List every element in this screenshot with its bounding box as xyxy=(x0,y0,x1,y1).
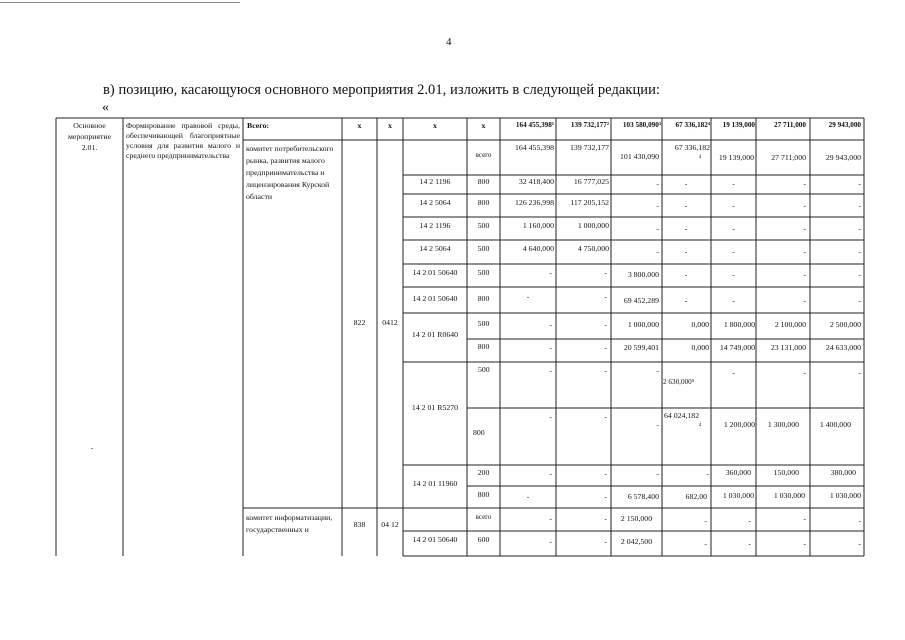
row4-v6: - xyxy=(803,247,806,256)
row3-v4: - xyxy=(684,224,688,233)
row7-v4: 0,000 xyxy=(691,320,709,329)
row3-v3: - xyxy=(656,224,659,233)
row4-csr: 14 2 5064 xyxy=(419,244,451,253)
row5-v7: - xyxy=(858,270,861,279)
row14-v5: - xyxy=(748,539,751,548)
row11-v2: - xyxy=(604,469,607,478)
section-heading: в) позицию, касающуюся основного мероприятия 2.01, изложить в следующей редакции: xyxy=(103,82,660,98)
row8-v5: 14 749,000 xyxy=(719,343,755,352)
row0-v3: 101 430,090 xyxy=(620,152,659,161)
row8-v3: 20 599,401 xyxy=(623,343,659,352)
row10-v4: 64 024,182 xyxy=(664,411,700,420)
row7-vr: 500 xyxy=(477,319,490,328)
total-v1: 164 455,398¹ xyxy=(515,121,554,129)
row6-v5: - xyxy=(732,296,735,305)
row11-v1: - xyxy=(549,469,552,478)
row11-v7: 380,000 xyxy=(830,468,856,477)
row12-v2: - xyxy=(604,492,607,501)
row14-csr: 14 2 01 50640 xyxy=(412,535,458,544)
row4-vr: 500 xyxy=(477,244,490,253)
row7-v5: 1 800,000 xyxy=(723,320,755,329)
total-v7: 29 943,000 xyxy=(828,121,861,129)
row7-v2: - xyxy=(604,320,607,329)
row6-v4: - xyxy=(684,296,688,305)
row11-csr: 14 2 01 11960 xyxy=(412,479,458,488)
row7-csr: 14 2 01 R0640 xyxy=(411,330,459,339)
row7-v1: - xyxy=(549,320,552,329)
row9-v7: - xyxy=(858,368,861,377)
row2-v2: 117 205,152 xyxy=(570,198,609,207)
total-x3: х xyxy=(433,121,437,130)
row0-v1: 164 455,398 xyxy=(515,143,554,152)
col2-description: Формирование правовой среды, обеспечивающей благоприятные условия для развития малого и среднего предпринимательства xyxy=(126,121,240,160)
row4-v1: 4 640,000 xyxy=(522,244,554,253)
row3-v7: - xyxy=(858,224,861,233)
row14-vr: 600 xyxy=(477,535,490,544)
row3-vr: 500 xyxy=(477,221,490,230)
row2-v1: 126 236,998 xyxy=(515,198,554,207)
row14-v2: - xyxy=(604,537,607,546)
row2-v6: - xyxy=(803,201,806,210)
opening-quote: « xyxy=(102,100,109,115)
row10-v2: - xyxy=(604,412,607,421)
row2-csr: 14 2 5064 xyxy=(419,198,451,207)
executor2-rzpr: 04 12 xyxy=(381,520,399,529)
row1-v7: - xyxy=(858,179,861,188)
row8-v1: - xyxy=(549,343,552,352)
executor1-rzpr: 0412 xyxy=(382,318,398,327)
row1-v4: - xyxy=(684,179,688,188)
row12-v3: 6 578,400 xyxy=(627,492,659,501)
row9-vr: 500 xyxy=(478,365,490,374)
row1-v3: - xyxy=(656,179,659,188)
row0-v2: 139 732,177 xyxy=(570,143,609,152)
page-number: 4 xyxy=(446,36,452,48)
row11-v5: 360,000 xyxy=(725,468,751,477)
col1-line1: Основное xyxy=(73,121,106,130)
row5-v6: - xyxy=(803,270,806,279)
row2-v3: - xyxy=(656,201,659,210)
row4-v2: 4 750,000 xyxy=(577,244,609,253)
col1-line3: 2.01. xyxy=(81,143,98,152)
row13-vr: всего xyxy=(475,513,492,521)
row2-v4: - xyxy=(684,201,688,210)
row14-v1: - xyxy=(549,537,552,546)
row5-csr: 14 2 01 50640 xyxy=(412,268,458,277)
row12-v6: 1 030,000 xyxy=(773,491,805,500)
row9-v2: - xyxy=(604,366,607,375)
row4-v4: - xyxy=(684,247,688,256)
row7-v7: 2 500,000 xyxy=(829,320,861,329)
total-label: Всего: xyxy=(247,121,270,130)
row2-v7: - xyxy=(858,201,861,210)
row9-v1: - xyxy=(549,366,552,375)
row11-v6: 150,000 xyxy=(773,468,799,477)
row8-v7: 24 633,000 xyxy=(825,343,861,352)
row6-v3: 69 452,289 xyxy=(623,296,659,305)
total-v4: 67 336,182⁴ xyxy=(675,121,710,129)
row14-v3: 2 042,500 xyxy=(620,537,653,546)
row1-vr: 800 xyxy=(477,177,490,186)
row13-v5: - xyxy=(748,516,751,525)
row10-v3: - xyxy=(656,420,659,429)
row14-v4: - xyxy=(704,539,707,548)
row6-v2: - xyxy=(604,292,607,301)
total-x4: х xyxy=(481,121,486,130)
total-v5: 19 139,000 xyxy=(722,121,755,129)
row8-v4: 0,000 xyxy=(691,343,709,352)
row14-v7: - xyxy=(858,539,861,548)
row4-v7: - xyxy=(858,247,861,256)
row0-vr: всего xyxy=(475,151,492,159)
row13-v3: 2 150,000 xyxy=(620,514,653,523)
row5-v3: 3 800,000 xyxy=(627,270,659,279)
row10-v1: - xyxy=(549,412,552,421)
row9-v4: 2 630,000⁵ xyxy=(663,378,695,386)
row13-v7: - xyxy=(858,516,861,525)
row1-v5: - xyxy=(732,179,735,188)
row9-v6: - xyxy=(803,368,806,377)
row1-csr: 14 2 1196 xyxy=(419,177,451,186)
total-x2: х xyxy=(388,121,392,130)
executor1-grbs: 822 xyxy=(353,318,366,327)
row9-csr: 14 2 01 R5270 xyxy=(411,403,459,412)
executor2-name: комитет информатизации, государственных и xyxy=(246,513,333,534)
row10-v6: 1 300,000 xyxy=(767,420,799,429)
total-v3: 103 580,090³ xyxy=(622,121,661,129)
row12-v7: 1 030,000 xyxy=(829,491,861,500)
row2-v5: - xyxy=(732,201,735,210)
row2-vr: 800 xyxy=(477,198,490,207)
row0-footnote: 4 xyxy=(698,155,702,160)
row7-v6: 2 100,000 xyxy=(774,320,806,329)
row10-v7: 1 400,000 xyxy=(819,420,851,429)
row10-vr: 800 xyxy=(473,428,485,437)
col1-line2: мероприятие xyxy=(67,132,112,141)
row12-v1: - xyxy=(526,492,530,501)
row0-v6: 27 711,000 xyxy=(771,153,806,162)
row12-v4: 682,00 xyxy=(685,492,707,501)
row3-csr: 14 2 1196 xyxy=(419,221,451,230)
row0-v5: 19 139,000 xyxy=(718,153,754,162)
row3-v5: - xyxy=(732,224,735,233)
row6-v6: - xyxy=(803,296,806,305)
side-mark: - xyxy=(91,444,94,452)
row4-v3: - xyxy=(656,247,659,256)
row9-v3: - xyxy=(656,366,659,375)
row6-v7: - xyxy=(858,296,861,305)
row6-csr: 14 2 01 50640 xyxy=(412,294,458,303)
row1-v6: - xyxy=(803,179,806,188)
total-x1: х xyxy=(357,121,362,130)
total-v6: 27 711,000 xyxy=(774,121,806,129)
total-v2: 139 732,177² xyxy=(570,121,609,129)
executor2-grbs: 838 xyxy=(353,520,366,529)
row8-v2: - xyxy=(604,343,607,352)
row5-v1: - xyxy=(549,268,552,277)
row5-v2: - xyxy=(604,268,607,277)
row12-v5: 1 030,000 xyxy=(722,491,754,500)
row5-v4: - xyxy=(684,270,688,279)
row11-vr: 200 xyxy=(477,468,490,477)
row7-v3: 1 000,000 xyxy=(627,320,659,329)
row13-v4: - xyxy=(704,516,707,525)
row6-vr: 800 xyxy=(477,294,490,303)
row12-vr: 800 xyxy=(477,490,490,499)
row11-v4: - xyxy=(706,469,709,478)
row13-v2: - xyxy=(604,514,607,523)
row1-v1: 32 418,400 xyxy=(518,177,554,186)
row8-vr: 800 xyxy=(477,342,490,351)
row3-v2: 1 000,000 xyxy=(577,221,609,230)
row13-v6: - xyxy=(803,514,806,523)
row8-v6: 23 131,000 xyxy=(770,343,806,352)
row0-v4: 67 336,182 xyxy=(674,143,710,152)
row5-vr: 500 xyxy=(477,268,490,277)
row11-v3: - xyxy=(656,469,659,478)
row3-v6: - xyxy=(803,224,806,233)
row0-v7: 29 943,000 xyxy=(825,153,861,162)
row9-v5: - xyxy=(732,368,735,377)
executor1-name: комитет потребительского рынка, развития малого предпринимательства и лицензирования Курской области xyxy=(246,144,334,201)
row6-v1: - xyxy=(526,292,530,301)
row1-v2: 16 777,025 xyxy=(573,177,609,186)
row5-v5: - xyxy=(732,270,735,279)
row10-v5: 1 200,000 xyxy=(723,420,755,429)
row4-v5: - xyxy=(732,247,735,256)
row13-v1: - xyxy=(549,514,552,523)
row10-footnote: 4 xyxy=(698,423,702,428)
row3-v1: 1 160,000 xyxy=(522,221,554,230)
row14-v6: - xyxy=(803,539,806,548)
